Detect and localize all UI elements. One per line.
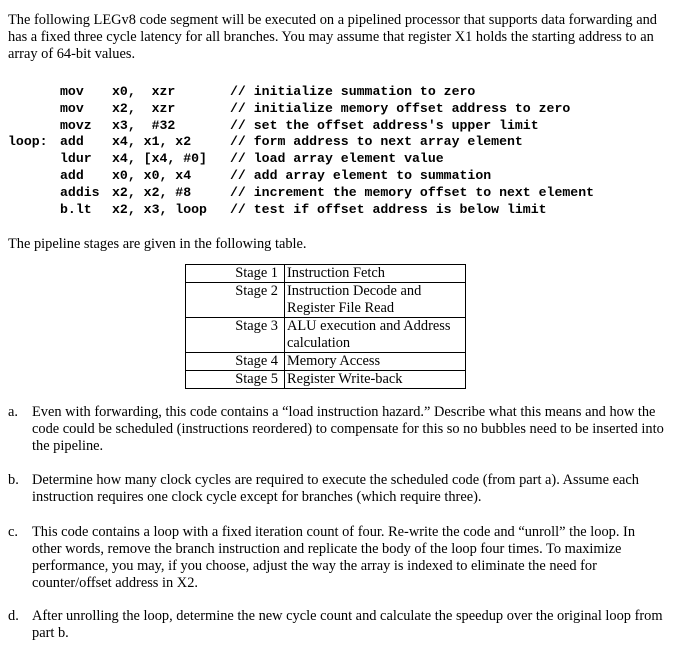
code-comment: // initialize summation to zero <box>230 84 476 99</box>
question-text: This code contains a loop with a fixed iteration count of four. Re-write the code and “unroll” the loop. In other words, remove the branch instruction and replicate the body of the loop four times. To maximize performance, you may, if you choose, adjust the way the array is indexed to eliminate the need for counter/offset address in X2. <box>32 524 636 591</box>
code-comment: // initialize memory offset address to zero <box>230 100 571 116</box>
code-label <box>8 84 60 101</box>
table-row <box>186 283 466 318</box>
code-line <box>8 151 594 168</box>
stage-name: Stage 4 <box>186 353 285 371</box>
question-c <box>8 524 668 592</box>
code-comment: // add array element to summation <box>230 167 492 183</box>
code-label <box>8 202 60 219</box>
question-text: Even with forwarding, this code contains a “load instruction hazard.” Describe what this means and how the code could be scheduled (instructions reordered) to compensate for this so no bubbles need to be inserted into the pipeline. <box>32 404 664 454</box>
code-label <box>8 185 60 202</box>
stage-name: Stage 3 <box>186 318 285 353</box>
pipeline-stages-table <box>185 264 466 389</box>
code-operands: x2, x3, loop <box>112 201 207 217</box>
code-opcode: mov <box>60 100 84 116</box>
code-comment: // form address to next array element <box>230 134 523 150</box>
question-text: Determine how many clock cycles are required to execute the scheduled code (from part a). Assume each instruction requires one clock cycle except for branches (which require three). <box>32 472 639 505</box>
code-opcode: b.lt <box>60 201 92 217</box>
code-line <box>8 202 594 219</box>
code-operands: x2, x2, #8 <box>112 184 192 200</box>
question-letter: a. <box>8 404 18 420</box>
stage-name: Stage 1 <box>186 265 285 283</box>
code-comment: // test if offset address is below limit <box>230 201 547 217</box>
code-operands: x4, x1, x2 <box>112 134 192 150</box>
code-line <box>8 185 594 202</box>
code-opcode: addis <box>60 184 100 200</box>
question-text: After unrolling the loop, determine the new cycle count and calculate the speedup over the original loop from part b. <box>32 608 663 641</box>
question-letter: d. <box>8 608 19 624</box>
code-operands: x0, xzr <box>112 84 176 99</box>
code-opcode: add <box>60 134 84 150</box>
code-label: loop: <box>8 134 48 150</box>
code-operands: x2, xzr <box>112 100 176 116</box>
table-row <box>186 265 466 283</box>
code-label <box>8 151 60 168</box>
code-comment: // set the offset address's upper limit <box>230 117 539 133</box>
stage-description: Register Write-back <box>285 371 466 389</box>
stage-name: Stage 5 <box>186 371 285 389</box>
code-comment: // increment the memory offset to next element <box>230 184 595 200</box>
question-letter: b. <box>8 472 19 488</box>
stage-name: Stage 2 <box>186 283 285 318</box>
intro-paragraph: The following LEGv8 code segment will be executed on a pipelined processor that supports data forwarding and has a fixed three cycle latency for all branches. You may assume that register X1 holds the starting address to an array of 64-bit values. <box>8 12 657 62</box>
code-opcode: mov <box>60 84 84 99</box>
question-a <box>8 404 668 455</box>
code-label <box>8 101 60 118</box>
code-label <box>8 168 60 185</box>
code-line <box>8 134 594 151</box>
stage-description: Memory Access <box>285 353 466 371</box>
table-row <box>186 318 466 353</box>
stages-intro: The pipeline stages are given in the following table. <box>8 236 307 252</box>
question-d <box>8 608 668 642</box>
code-block <box>8 84 594 218</box>
code-line <box>8 101 594 118</box>
code-line <box>8 168 594 185</box>
question-letter: c. <box>8 524 18 540</box>
code-comment: // load array element value <box>230 151 444 167</box>
code-operands: x3, #32 <box>112 117 176 133</box>
code-operands: x4, [x4, #0] <box>112 151 207 167</box>
code-label <box>8 118 60 135</box>
code-opcode: movz <box>60 117 92 133</box>
table-row <box>186 353 466 371</box>
stage-description: ALU execution and Address calculation <box>285 318 466 353</box>
stage-description: Instruction Decode and Register File Read <box>285 283 466 318</box>
table-row <box>186 371 466 389</box>
question-b <box>8 472 668 506</box>
code-line <box>8 118 594 135</box>
code-opcode: add <box>60 167 84 183</box>
code-operands: x0, x0, x4 <box>112 167 192 183</box>
code-line <box>8 84 594 101</box>
code-opcode: ldur <box>60 151 92 167</box>
stage-description: Instruction Fetch <box>285 265 466 283</box>
